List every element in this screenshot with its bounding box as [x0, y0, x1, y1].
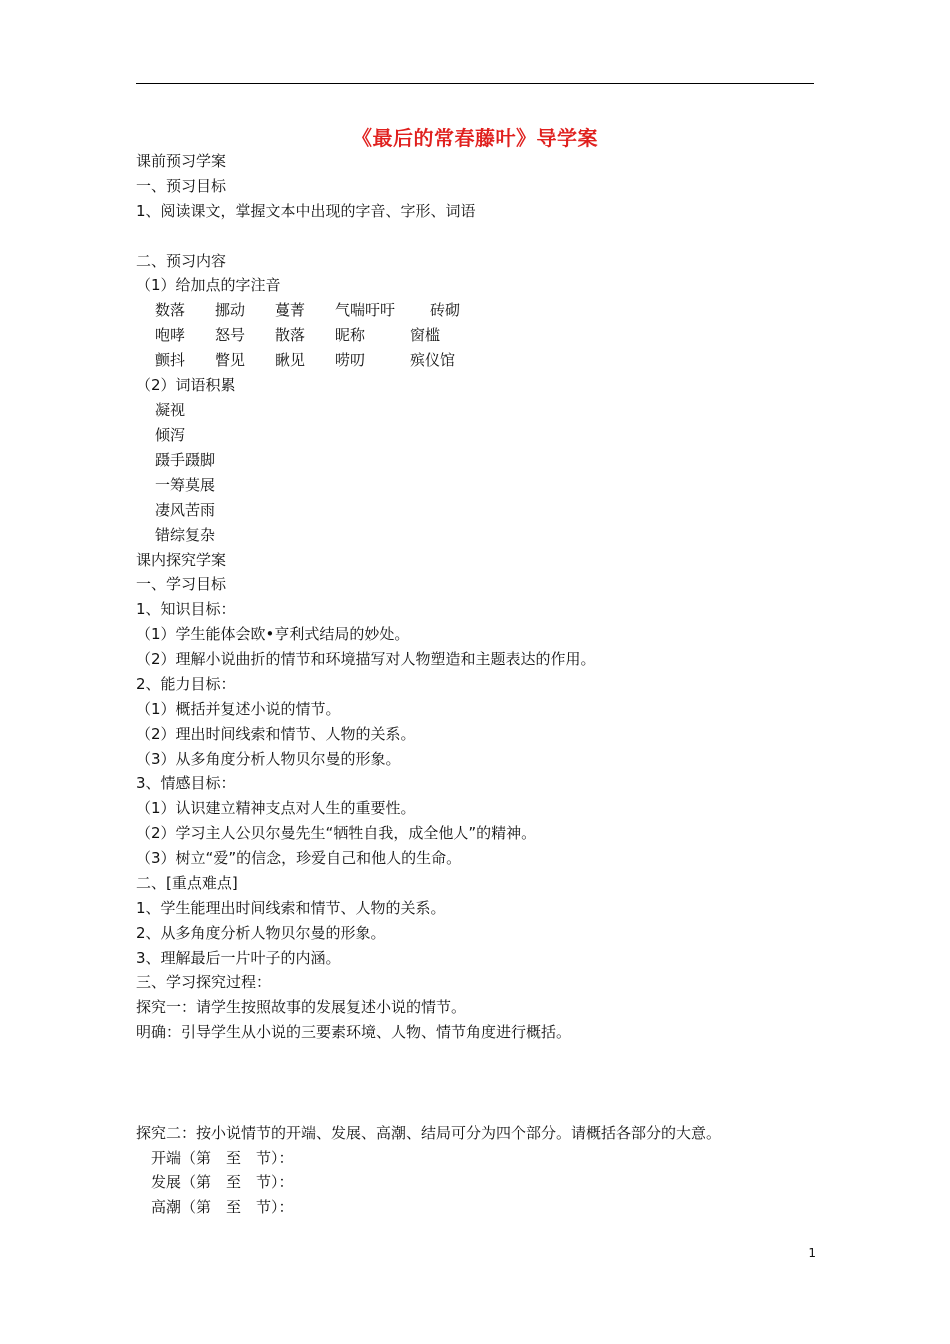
word: 蔓菁 [275, 301, 306, 319]
text-line: 探究一：请学生按照故事的发展复述小说的情节。 [136, 998, 467, 1016]
text-line: 2、从多角度分析人物贝尔曼的形象。 [136, 924, 386, 942]
word: 窗槛 [410, 326, 441, 344]
text-line: （3）树立“爱”的信念，珍爱自己和他人的生命。 [136, 849, 462, 867]
word: 殡仪馆 [410, 351, 456, 369]
text-line: 明确：引导学生从小说的三要素环境、人物、情节角度进行概括。 [136, 1023, 572, 1041]
word: 数落 [155, 301, 186, 319]
word: 瞥见 [215, 351, 246, 369]
text-line: 1、学生能理出时间线索和情节、人物的关系。 [136, 899, 446, 917]
fill-in-line: 发展（第 至 节）： [151, 1173, 294, 1191]
subheading: 一、学习目标 [136, 575, 227, 593]
text-line: 2、能力目标： [136, 675, 236, 693]
word: 砖砌 [430, 301, 461, 319]
text-line: （3）从多角度分析人物贝尔曼的形象。 [136, 750, 401, 768]
word: 咆哮 [155, 326, 186, 344]
word: 气喘吁吁 [335, 301, 396, 319]
text-line: （2）学习主人公贝尔曼先生“牺牲自我，成全他人”的精神。 [136, 824, 537, 842]
word: 唠叨 [335, 351, 366, 369]
text-line: 探究二：按小说情节的开端、发展、高潮、结局可分为四个部分。请概括各部分的大意。 [136, 1124, 722, 1142]
word: 挪动 [215, 301, 246, 319]
vocab-item: 凄风苦雨 [155, 501, 216, 519]
word: 瞅见 [275, 351, 306, 369]
word: 散落 [275, 326, 306, 344]
document-title: 《最后的常春藤叶》导学案 [352, 126, 598, 150]
text-line: （2）词语积累 [136, 376, 236, 394]
text-line: 1、阅读课文，掌握文本中出现的字音、字形、词语 [136, 202, 476, 220]
subheading: 三、学习探究过程： [136, 973, 272, 991]
vocab-item: 倾泻 [155, 426, 186, 444]
text-line: （1）学生能体会欧•亨利式结局的妙处。 [136, 625, 410, 643]
section-heading: 课内探究学案 [136, 551, 227, 569]
text-line: 3、情感目标： [136, 774, 236, 792]
text-line: （1）概括并复述小说的情节。 [136, 700, 341, 718]
word: 怒号 [215, 326, 246, 344]
text-line: （1）给加点的字注音 [136, 276, 281, 294]
word: 昵称 [335, 326, 366, 344]
fill-in-line: 开端（第 至 节）： [151, 1149, 294, 1167]
subheading: 一、预习目标 [136, 177, 227, 195]
page-number: 1 [808, 1246, 816, 1260]
text-line: （1）认识建立精神支点对人生的重要性。 [136, 799, 416, 817]
vocab-item: 一筹莫展 [155, 476, 216, 494]
text-line: （2）理出时间线索和情节、人物的关系。 [136, 725, 416, 743]
header-rule [136, 83, 814, 84]
section-heading: 课前预习学案 [136, 152, 227, 170]
vocab-item: 凝视 [155, 401, 186, 419]
text-line: （2）理解小说曲折的情节和环境描写对人物塑造和主题表达的作用。 [136, 650, 596, 668]
subheading: 二、[重点难点] [136, 874, 238, 892]
subheading: 二、预习内容 [136, 252, 227, 270]
fill-in-line: 高潮（第 至 节）： [151, 1198, 294, 1216]
word: 颤抖 [155, 351, 186, 369]
text-line: 3、理解最后一片叶子的内涵。 [136, 949, 341, 967]
vocab-item: 蹑手蹑脚 [155, 451, 216, 469]
text-line: 1、知识目标： [136, 600, 236, 618]
vocab-item: 错综复杂 [155, 526, 216, 544]
